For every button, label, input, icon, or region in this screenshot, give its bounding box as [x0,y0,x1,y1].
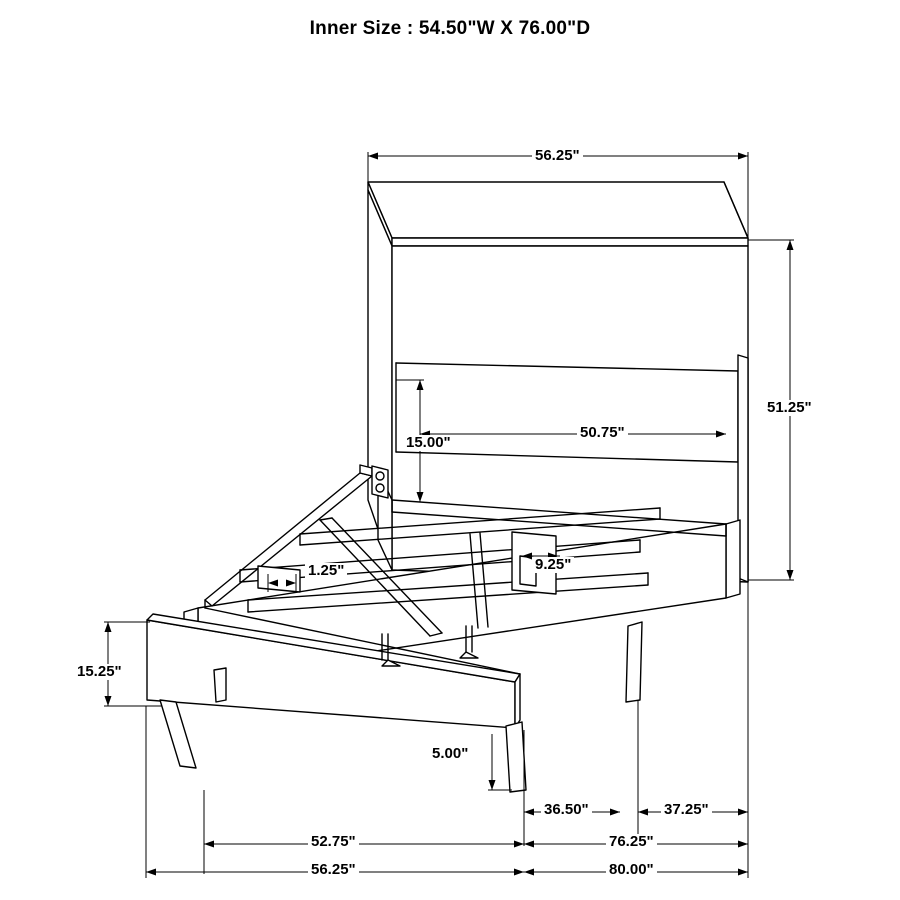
dimension-headboard-width: 56.25" [532,148,583,164]
dimension-deck-to-panel-height: 15.00" [403,435,454,451]
dimension-headboard-height: 51.25" [764,400,815,416]
dimension-slat-thickness: 1.25" [305,563,347,579]
dimension-overall-depth-inner: 76.25" [606,834,657,850]
dimension-leg-clearance: 5.00" [429,746,471,762]
dimension-headboard-panel-width: 50.75" [577,425,628,441]
dimension-side-rail-height: 9.25" [532,557,574,573]
dimension-overall-depth: 80.00" [606,862,657,878]
page-title: Inner Size : 54.50"W X 76.00"D [309,18,591,39]
dimension-footprint-depth-rear: 37.25" [661,802,712,818]
dimension-footboard-inner-width: 52.75" [308,834,359,850]
dimension-overall-width: 56.25" [308,862,359,878]
dimension-footprint-depth-inner: 36.50" [541,802,592,818]
dimension-footboard-height: 15.25" [74,664,125,680]
